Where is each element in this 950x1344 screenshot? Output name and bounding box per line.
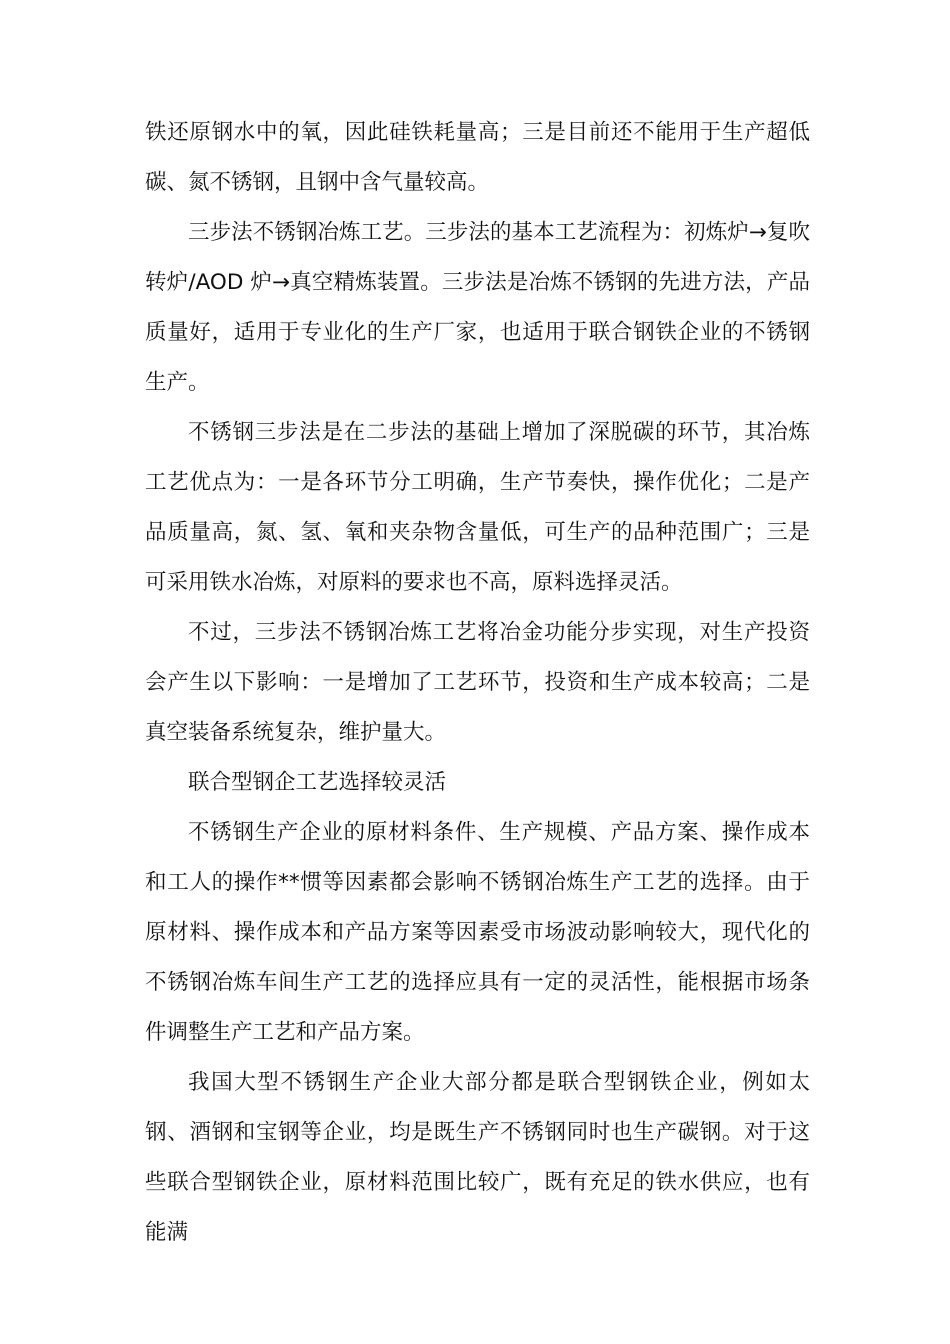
paragraph-continued: 铁还原钢水中的氧，因此硅铁耗量高；三是目前还不能用于生产超低碳、氮不锈钢，且钢中含气量较高。 bbox=[145, 120, 810, 195]
paragraph-three-step-drawbacks: 不过，三步法不锈钢冶炼工艺将冶金功能分步实现，对生产投资会产生以下影响：一是增加了工艺环节，投资和生产成本较高；二是真空装备系统复杂，维护量大。 bbox=[145, 620, 810, 745]
body-text bbox=[145, 108, 810, 1258]
paragraph-three-step-process: 三步法不锈钢冶炼工艺。三步法的基本工艺流程为：初炼炉→复吹转炉/AOD 炉→真空精炼装置。三步法是冶炼不锈钢的先进方法，产品质量好，适用于专业化的生产厂家，也适用于联合钢铁企业的不锈钢生产。 bbox=[145, 220, 810, 395]
paragraph-process-selection: 不锈钢生产企业的原材料条件、生产规模、产品方案、操作成本和工人的操作**惯等因素都会影响不锈钢冶炼生产工艺的选择。由于原材料、操作成本和产品方案等因素受市场波动影响较大，现代化的不锈钢冶炼车间生产工艺的选择应具有一定的灵活性，能根据市场条件调整生产工艺和产品方案。 bbox=[145, 820, 810, 1045]
paragraph-three-step-advantages: 不锈钢三步法是在二步法的基础上增加了深脱碳的环节，其冶炼工艺优点为：一是各环节分工明确，生产节奏快，操作优化；二是产品质量高，氮、氢、氧和夹杂物含量低，可生产的品种范围广；三是可采用铁水冶炼，对原料的要求也不高，原料选择灵活。 bbox=[145, 420, 810, 595]
section-heading: 联合型钢企工艺选择较灵活 bbox=[188, 770, 447, 795]
paragraph-domestic-enterprises: 我国大型不锈钢生产企业大部分都是联合型钢铁企业，例如太钢、酒钢和宝钢等企业，均是既生产不锈钢同时也生产碳钢。对于这些联合型钢铁企业，原材料范围比较广，既有充足的铁水供应，也有能满 bbox=[145, 1070, 810, 1245]
